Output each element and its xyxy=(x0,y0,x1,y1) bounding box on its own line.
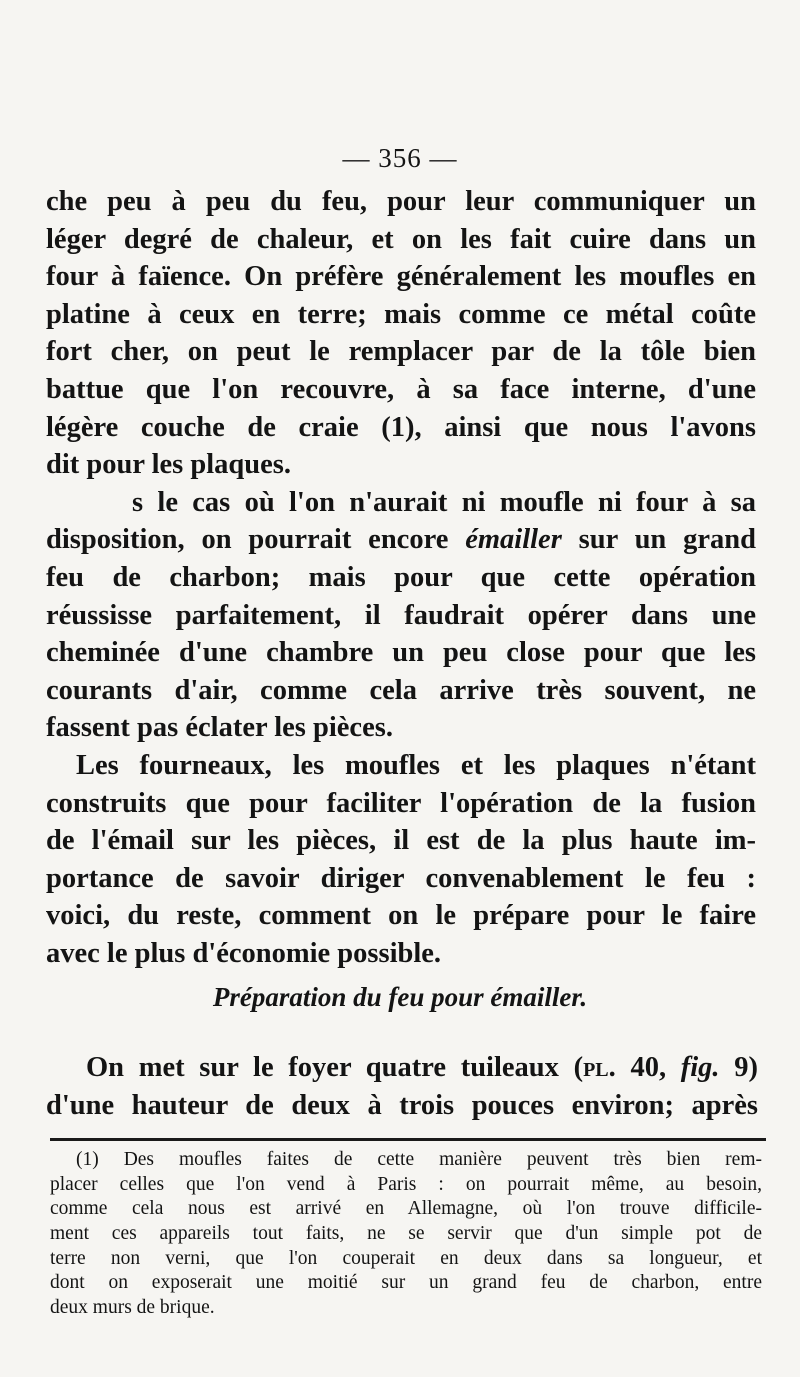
text-line: platine à ceux en terre; mais comme ce métal coûte xyxy=(46,298,756,330)
footnote-line: deux murs de brique. xyxy=(50,1297,215,1319)
text-segment: 9) xyxy=(719,1052,758,1083)
paragraph-2 xyxy=(46,484,756,747)
text-line: avec le plus d'économie possible. xyxy=(46,937,442,969)
text-line: s le cas où l'on n'aurait ni moufle ni four à sa xyxy=(132,486,756,518)
text-line: cheminée d'une chambre un peu close pour que les xyxy=(46,637,756,669)
main-text xyxy=(46,183,756,972)
text-line: battue que l'on recouvre, à sa face interne, d'une xyxy=(46,373,756,405)
footnote-line: terre non verni, que l'on couperait en deux dans sa longueur, et xyxy=(50,1247,762,1269)
text-line: feu de charbon; mais pour que cette opération xyxy=(46,561,756,593)
text-line: dit pour les plaques. xyxy=(46,449,291,481)
text-segment: disposition, on pourrait encore xyxy=(46,524,466,556)
italic-word: émailler xyxy=(465,524,562,556)
text-segment: 40, xyxy=(615,1052,681,1083)
text-line: réussisse parfaitement, il faudrait opérer dans une xyxy=(46,599,756,631)
figure-abbrev: fig. xyxy=(680,1052,720,1083)
text-line: de l'émail sur les pièces, il est de la plus haute im- xyxy=(46,825,756,857)
text-line: four à faïence. On préfère généralement les moufles en xyxy=(46,261,756,293)
footnote xyxy=(50,1148,762,1321)
section-heading: Préparation du feu pour émailler. xyxy=(212,982,588,1012)
plate-abbrev: pl. xyxy=(583,1052,616,1083)
text-segment: sur un grand xyxy=(561,524,756,556)
page-number: — 356 — xyxy=(342,143,458,173)
text-line: fassent pas éclater les pièces. xyxy=(46,712,393,744)
footnote-line: dont on exposerait une moitié sur un grand feu de charbon, entre xyxy=(50,1272,762,1294)
text-line: légère couche de craie (1), ainsi que nous l'avons xyxy=(46,411,756,443)
paragraph-1 xyxy=(46,183,756,484)
text-line: voici, du reste, comment on le prépare pour le faire xyxy=(46,900,756,932)
text-line: Les fourneaux, les moufles et les plaques n'étant xyxy=(76,749,756,781)
text-line xyxy=(46,521,756,559)
text-line: che peu à peu du feu, pour leur communiquer un xyxy=(46,186,756,217)
footnote-line: ment ces appareils tout faits, ne se servir que d'un simple pot de xyxy=(50,1223,762,1245)
footnote-divider xyxy=(50,1138,766,1141)
text-line: fort cher, on peut le remplacer par de la tôle bien xyxy=(46,336,756,368)
text-line xyxy=(46,1049,758,1087)
text-line: d'une hauteur de deux à trois pouces environ; après xyxy=(46,1089,758,1121)
text-line: portance de savoir diriger convenablement le feu : xyxy=(46,862,756,894)
text-segment: On met sur le foyer quatre tuileaux ( xyxy=(86,1052,584,1083)
paragraph-3 xyxy=(46,747,756,973)
footnote-line: placer celles que l'on vend à Paris : on pourrait même, au besoin, xyxy=(50,1173,762,1195)
text-line: construits que pour faciliter l'opération de la fusion xyxy=(46,787,756,819)
footnote-line: (1) Des moufles faites de cette manière peuvent très bien rem- xyxy=(76,1149,762,1170)
text-line: courants d'air, comme cela arrive très souvent, ne xyxy=(46,674,756,706)
footnote-line: comme cela nous est arrivé en Allemagne, où l'on trouve difficile- xyxy=(50,1198,762,1220)
paragraph-4 xyxy=(46,1049,758,1124)
text-line: léger degré de chaleur, et on les fait cuire dans un xyxy=(46,223,756,255)
